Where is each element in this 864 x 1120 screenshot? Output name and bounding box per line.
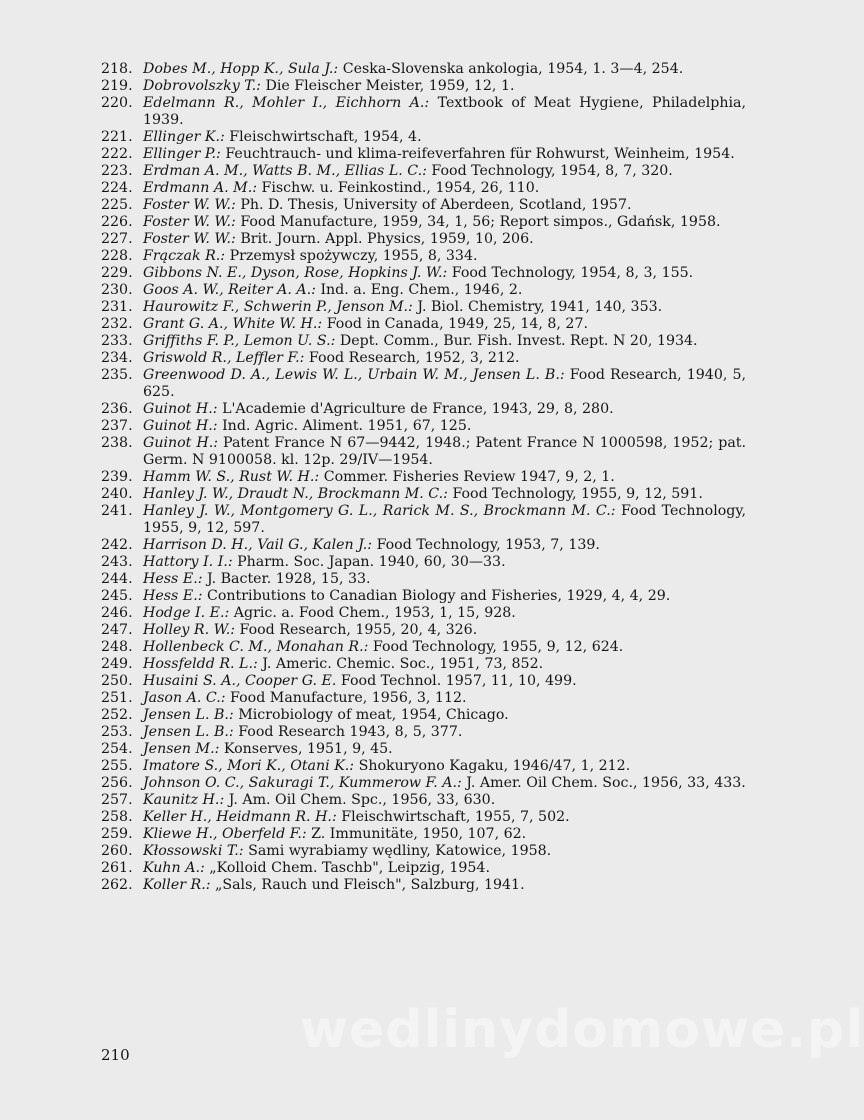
reference-number: 222.	[101, 146, 133, 162]
reference-number: 245.	[101, 588, 133, 604]
reference-authors: Jensen L. B.:	[143, 707, 234, 723]
reference-item	[101, 537, 746, 554]
reference-source: Konserves, 1951, 9, 45.	[223, 741, 393, 757]
reference-body	[143, 180, 746, 197]
reference-source: Fischw. u. Feinkostind., 1954, 26, 110.	[261, 180, 540, 196]
reference-authors: Dobrovolszky T.:	[143, 78, 261, 94]
reference-authors: Kliewe H., Oberfeld F.:	[143, 826, 307, 842]
reference-body	[143, 741, 746, 758]
reference-item	[101, 503, 746, 537]
reference-item	[101, 214, 746, 231]
reference-authors: Kuhn A.:	[143, 860, 205, 876]
reference-source: J. Amer. Oil Chem. Soc., 1956, 33, 433.	[466, 775, 746, 791]
reference-source: Food Research 1943, 8, 5, 377.	[238, 724, 463, 740]
reference-item	[101, 571, 746, 588]
reference-source: Z. Immunitäte, 1950, 107, 62.	[311, 826, 527, 842]
reference-authors: Grant G. A., White W. H.:	[143, 316, 323, 332]
reference-source: Microbiology of meat, 1954, Chicago.	[238, 707, 509, 723]
reference-body	[143, 435, 746, 469]
reference-authors: Frączak R.:	[143, 248, 226, 264]
reference-authors: Harrison D. H., Vail G., Kalen J.:	[143, 537, 373, 553]
reference-source: Food Research, 1940, 5, 625.	[143, 367, 746, 400]
reference-authors: Ellinger P.:	[143, 146, 221, 162]
reference-authors: Hattory I. I.:	[143, 554, 233, 570]
reference-item	[101, 401, 746, 418]
reference-source: Food Technology, 1955, 9, 12, 591.	[452, 486, 703, 502]
reference-item	[101, 843, 746, 860]
reference-body	[143, 367, 746, 401]
reference-body	[143, 129, 746, 146]
reference-number: 233.	[101, 333, 133, 349]
reference-authors: Edelmann R., Mohler I., Eichhorn A.:	[143, 95, 430, 111]
reference-number: 247.	[101, 622, 133, 638]
reference-authors: Hollenbeck C. M., Monahan R.:	[143, 639, 369, 655]
reference-source: J. Biol. Chemistry, 1941, 140, 353.	[417, 299, 663, 315]
reference-authors: Greenwood D. A., Lewis W. L., Urbain W. M., Jensen L. B.:	[143, 367, 565, 383]
reference-body	[143, 248, 746, 265]
reference-number: 259.	[101, 826, 133, 842]
reference-source: Food Manufacture, 1959, 34, 1, 56; Report simpos., Gdańsk, 1958.	[240, 214, 721, 230]
reference-body	[143, 163, 746, 180]
reference-source: L'Academie d'Agriculture de France, 1943, 29, 8, 280.	[222, 401, 614, 417]
reference-number: 261.	[101, 860, 133, 876]
reference-authors: Hodge I. E.:	[143, 605, 230, 621]
reference-item	[101, 95, 746, 129]
reference-number: 227.	[101, 231, 133, 247]
reference-body	[143, 690, 746, 707]
reference-body	[143, 554, 746, 571]
reference-number: 228.	[101, 248, 133, 264]
reference-authors: Holley R. W.:	[143, 622, 236, 638]
reference-number: 255.	[101, 758, 133, 774]
reference-source: Food Technology, 1954, 8, 3, 155.	[451, 265, 694, 281]
reference-body	[143, 418, 746, 435]
reference-item	[101, 180, 746, 197]
reference-number: 232.	[101, 316, 133, 332]
reference-source: Die Fleischer Meister, 1959, 12, 1.	[265, 78, 515, 94]
reference-body	[143, 843, 746, 860]
reference-item	[101, 78, 746, 95]
reference-source: „Kolloid Chem. Taschb", Leipzig, 1954.	[209, 860, 490, 876]
reference-source: J. Bacter. 1928, 15, 33.	[207, 571, 371, 587]
reference-source: Food Technology, 1955, 9, 12, 624.	[372, 639, 624, 655]
reference-source: Ph. D. Thesis, University of Aberdeen, Scotland, 1957.	[240, 197, 632, 213]
reference-body	[143, 571, 746, 588]
reference-number: 240.	[101, 486, 133, 502]
reference-source: Ind. Agric. Aliment. 1951, 67, 125.	[222, 418, 472, 434]
reference-item	[101, 231, 746, 248]
reference-body	[143, 350, 746, 367]
reference-item	[101, 299, 746, 316]
reference-authors: Guinot H.:	[143, 418, 218, 434]
reference-authors: Haurowitz F., Schwerin P., Jenson M.:	[143, 299, 413, 315]
watermark: wedlinydomowe.pl	[300, 1000, 864, 1060]
reference-body	[143, 792, 746, 809]
reference-number: 257.	[101, 792, 133, 808]
reference-number: 254.	[101, 741, 133, 757]
reference-body	[143, 639, 746, 656]
reference-authors: Erdman A. M., Watts B. M., Ellias L. C.:	[143, 163, 427, 179]
reference-body	[143, 605, 746, 622]
reference-body	[143, 146, 746, 163]
reference-authors: Jason A. C.:	[143, 690, 226, 706]
reference-authors: Husaini S. A., Cooper G. E.	[143, 673, 337, 689]
reference-source: Sami wyrabiamy wędliny, Katowice, 1958.	[248, 843, 552, 859]
reference-source: Patent France N 67—9442, 1948.; Patent France N 1000598, 1952; pat. Germ. N 9100058. kl. 12p. 29/IV—1954.	[143, 435, 747, 468]
reference-item	[101, 163, 746, 180]
reference-item	[101, 690, 746, 707]
reference-authors: Guinot H.:	[143, 435, 219, 451]
reference-authors: Jensen L. B.:	[143, 724, 234, 740]
reference-authors: Ellinger K.:	[143, 129, 225, 145]
reference-authors: Dobes M., Hopp K., Sula J.:	[143, 61, 339, 77]
reference-source: Dept. Comm., Bur. Fish. Invest. Rept. N 20, 1934.	[339, 333, 698, 349]
reference-item	[101, 265, 746, 282]
reference-item	[101, 282, 746, 299]
page-number: 210	[101, 1046, 130, 1064]
reference-source: Food Research, 1952, 3, 212.	[308, 350, 520, 366]
reference-source: Contributions to Canadian Biology and Fisheries, 1929, 4, 4, 29.	[207, 588, 671, 604]
reference-source: Food Research, 1955, 20, 4, 326.	[239, 622, 478, 638]
reference-item	[101, 486, 746, 503]
reference-item	[101, 367, 746, 401]
reference-source: Shokuryono Kagaku, 1946/47, 1, 212.	[358, 758, 631, 774]
reference-body	[143, 95, 746, 129]
reference-body	[143, 78, 746, 95]
reference-item	[101, 469, 746, 486]
reference-item	[101, 639, 746, 656]
reference-authors: Hamm W. S., Rust W. H.:	[143, 469, 320, 485]
reference-number: 238.	[101, 435, 133, 451]
reference-source: J. Am. Oil Chem. Spc., 1956, 33, 630.	[228, 792, 496, 808]
reference-body	[143, 503, 746, 537]
reference-authors: Hanley J. W., Draudt N., Brockmann M. C.:	[143, 486, 448, 502]
reference-body	[143, 231, 746, 248]
reference-body	[143, 401, 746, 418]
reference-authors: Johnson O. C., Sakuragi T., Kummerow F. A.:	[143, 775, 462, 791]
reference-number: 219.	[101, 78, 133, 94]
reference-item	[101, 775, 746, 792]
reference-item	[101, 826, 746, 843]
reference-authors: Koller R.:	[143, 877, 211, 893]
reference-number: 239.	[101, 469, 133, 485]
reference-item	[101, 197, 746, 214]
reference-item	[101, 741, 746, 758]
reference-body	[143, 537, 746, 554]
reference-source: Ind. a. Eng. Chem., 1946, 2.	[320, 282, 523, 298]
reference-body	[143, 707, 746, 724]
reference-item	[101, 146, 746, 163]
reference-body	[143, 826, 746, 843]
reference-source: Commer. Fisheries Review 1947, 9, 2, 1.	[323, 469, 615, 485]
reference-item	[101, 435, 746, 469]
reference-body	[143, 486, 746, 503]
reference-number: 237.	[101, 418, 133, 434]
reference-body	[143, 282, 746, 299]
reference-number: 241.	[101, 503, 133, 519]
reference-body	[143, 299, 746, 316]
reference-number: 258.	[101, 809, 133, 825]
reference-number: 262.	[101, 877, 133, 893]
reference-item	[101, 316, 746, 333]
reference-item	[101, 622, 746, 639]
reference-source: Food Technology, 1953, 7, 139.	[376, 537, 600, 553]
reference-source: Food in Canada, 1949, 25, 14, 8, 27.	[326, 316, 588, 332]
reference-body	[143, 877, 746, 894]
reference-authors: Imatore S., Mori K., Otani K.:	[143, 758, 355, 774]
reference-list	[101, 61, 746, 894]
reference-source: Pharm. Soc. Japan. 1940, 60, 30—33.	[237, 554, 506, 570]
reference-number: 256.	[101, 775, 133, 791]
reference-body	[143, 656, 746, 673]
reference-source: Textbook of Meat Hygiene, Philadelphia, 1939.	[143, 95, 746, 128]
reference-body	[143, 197, 746, 214]
reference-body	[143, 758, 746, 775]
reference-authors: Kaunitz H.:	[143, 792, 225, 808]
reference-item	[101, 129, 746, 146]
reference-number: 242.	[101, 537, 133, 553]
reference-item	[101, 707, 746, 724]
reference-number: 234.	[101, 350, 133, 366]
reference-body	[143, 622, 746, 639]
reference-body	[143, 809, 746, 826]
reference-authors: Hess E.:	[143, 588, 203, 604]
reference-authors: Kłossowski T.:	[143, 843, 244, 859]
reference-item	[101, 860, 746, 877]
reference-number: 236.	[101, 401, 133, 417]
reference-item	[101, 673, 746, 690]
reference-body	[143, 265, 746, 282]
reference-authors: Goos A. W., Reiter A. A.:	[143, 282, 316, 298]
reference-authors: Hess E.:	[143, 571, 203, 587]
reference-body	[143, 860, 746, 877]
reference-body	[143, 775, 746, 792]
reference-number: 231.	[101, 299, 133, 315]
reference-source: Fleischwirtschaft, 1955, 7, 502.	[341, 809, 570, 825]
reference-authors: Gibbons N. E., Dyson, Rose, Hopkins J. W.:	[143, 265, 448, 281]
reference-number: 249.	[101, 656, 133, 672]
reference-body	[143, 588, 746, 605]
reference-source: Fleischwirtschaft, 1954, 4.	[229, 129, 422, 145]
reference-source: „Sals, Rauch und Fleisch", Salzburg, 1941.	[215, 877, 525, 893]
reference-number: 244.	[101, 571, 133, 587]
reference-number: 226.	[101, 214, 133, 230]
reference-source: Feuchtrauch- und klima-reifeverfahren für Rohwurst, Weinheim, 1954.	[225, 146, 735, 162]
reference-number: 221.	[101, 129, 133, 145]
reference-authors: Erdmann A. M.:	[143, 180, 257, 196]
reference-source: Food Technology, 1954, 8, 7, 320.	[431, 163, 673, 179]
reference-number: 252.	[101, 707, 133, 723]
reference-number: 250.	[101, 673, 133, 689]
reference-number: 243.	[101, 554, 133, 570]
reference-authors: Griswold R., Leffler F.:	[143, 350, 305, 366]
reference-item	[101, 588, 746, 605]
reference-authors: Griffiths F. P., Lemon U. S.:	[143, 333, 336, 349]
reference-source: J. Americ. Chemic. Soc., 1951, 73, 852.	[262, 656, 544, 672]
reference-number: 230.	[101, 282, 133, 298]
reference-item	[101, 809, 746, 826]
reference-item	[101, 61, 746, 78]
reference-authors: Hossfeldd R. L.:	[143, 656, 258, 672]
reference-authors: Keller H., Heidmann R. H.:	[143, 809, 337, 825]
reference-item	[101, 605, 746, 622]
reference-item	[101, 656, 746, 673]
reference-source: Agric. a. Food Chem., 1953, 1, 15, 928.	[233, 605, 516, 621]
reference-number: 251.	[101, 690, 133, 706]
reference-number: 246.	[101, 605, 133, 621]
reference-number: 248.	[101, 639, 133, 655]
reference-item	[101, 333, 746, 350]
reference-item	[101, 792, 746, 809]
reference-body	[143, 333, 746, 350]
reference-source: Ceska-Slovenska ankologia, 1954, 1. 3—4, 254.	[342, 61, 684, 77]
reference-item	[101, 724, 746, 741]
reference-item	[101, 418, 746, 435]
reference-number: 235.	[101, 367, 133, 383]
reference-item	[101, 877, 746, 894]
reference-body	[143, 61, 746, 78]
reference-authors: Guinot H.:	[143, 401, 218, 417]
reference-body	[143, 469, 746, 486]
reference-item	[101, 248, 746, 265]
reference-number: 218.	[101, 61, 133, 77]
reference-number: 223.	[101, 163, 133, 179]
reference-source: Food Technology, 1955, 9, 12, 597.	[143, 503, 746, 536]
reference-body	[143, 673, 746, 690]
reference-source: Food Manufacture, 1956, 3, 112.	[230, 690, 467, 706]
reference-number: 229.	[101, 265, 133, 281]
reference-authors: Foster W. W.:	[143, 231, 236, 247]
reference-authors: Hanley J. W., Montgomery G. L., Rarick M. S., Brockmann M. C.:	[143, 503, 616, 519]
reference-authors: Jensen M.:	[143, 741, 220, 757]
reference-body	[143, 316, 746, 333]
reference-number: 225.	[101, 197, 133, 213]
reference-source: Brit. Journ. Appl. Physics, 1959, 10, 206.	[240, 231, 534, 247]
reference-source: Przemysł spożywczy, 1955, 8, 334.	[229, 248, 478, 264]
reference-source: Food Technol. 1957, 11, 10, 499.	[340, 673, 577, 689]
reference-body	[143, 724, 746, 741]
reference-item	[101, 758, 746, 775]
reference-authors: Foster W. W.:	[143, 197, 236, 213]
reference-item	[101, 350, 746, 367]
reference-body	[143, 214, 746, 231]
reference-number: 224.	[101, 180, 133, 196]
reference-number: 253.	[101, 724, 133, 740]
reference-number: 260.	[101, 843, 133, 859]
reference-authors: Foster W. W.:	[143, 214, 236, 230]
reference-number: 220.	[101, 95, 133, 111]
reference-item	[101, 554, 746, 571]
